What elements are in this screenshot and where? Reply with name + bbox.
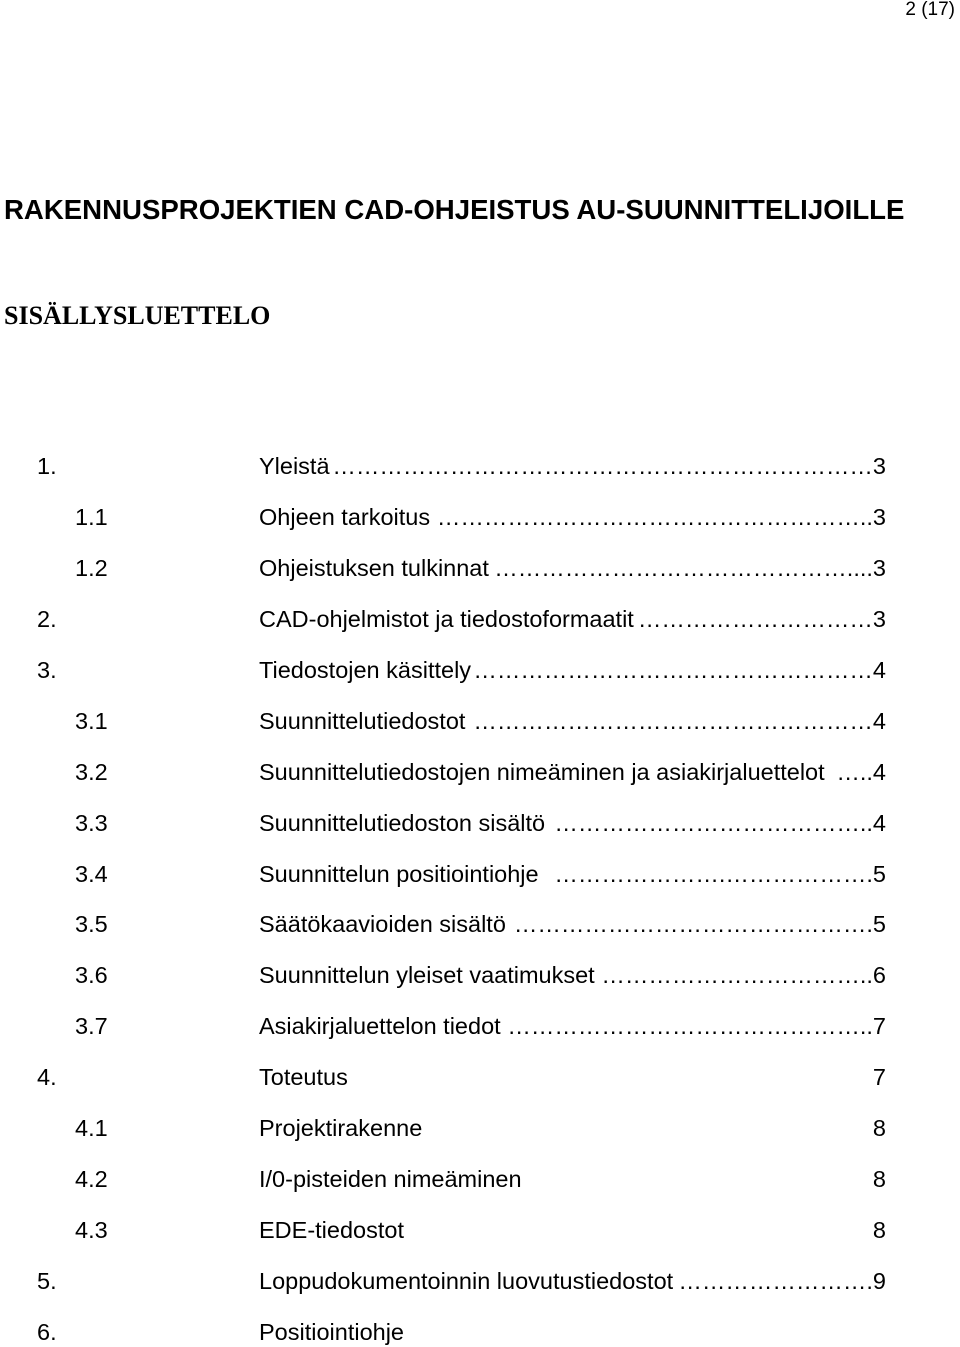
toc-entry-title: Suunnittelutiedoston sisältö xyxy=(259,809,546,836)
toc-entry xyxy=(0,809,960,837)
toc-entry-page: 5 xyxy=(872,860,886,887)
toc-entry-leader xyxy=(404,1318,886,1346)
toc-entry-title: Tiedostojen käsittely xyxy=(259,656,472,683)
toc-entry-page: 7 xyxy=(872,1013,886,1040)
toc-entry-title: CAD-ohjelmistot ja tiedostoformaatit xyxy=(259,605,634,632)
toc-entry-number: 3.3 xyxy=(75,809,108,836)
toc-entry-page: 8 xyxy=(872,1217,886,1244)
toc-entry xyxy=(0,860,960,888)
toc-entry xyxy=(0,1012,960,1040)
toc-entry xyxy=(0,1165,960,1193)
toc-entry-number: 3.2 xyxy=(75,758,108,785)
toc-entry-page: 7 xyxy=(872,1064,886,1091)
toc-entry-page: 3 xyxy=(872,605,886,632)
toc-entry-title: Toteutus xyxy=(259,1064,348,1091)
toc-entry-leader xyxy=(348,1063,873,1091)
toc-entry-leader: ………………….………………. xyxy=(554,860,873,887)
toc-entry-page: 4 xyxy=(872,758,886,785)
toc-entry-title: I/0-pisteiden nimeäminen xyxy=(259,1166,522,1193)
toc-entry-number: 4. xyxy=(37,1064,57,1091)
toc-entry xyxy=(0,605,960,633)
toc-entry-leader: ……………………. xyxy=(678,1268,873,1294)
document-title: RAKENNUSPROJEKTIEN CAD-OHJEISTUS AU-SUUNNITTELIJOILLE xyxy=(4,194,905,225)
toc-entry-leader: ……………………………………….... xyxy=(494,554,873,581)
toc-entry xyxy=(0,1267,960,1295)
toc-entry-title: Loppudokumentoinnin luovutustiedostot xyxy=(259,1268,674,1294)
toc-entry-number: 2. xyxy=(37,605,57,632)
toc-entry-title: Asiakirjaluettelon tiedot xyxy=(259,1013,501,1040)
toc-entry-leader: ………………………………………. xyxy=(513,911,873,938)
toc-entry-title: Suunnittelun positiointiohje xyxy=(259,860,539,887)
toc-entry xyxy=(0,503,960,531)
toc-entry-leader: …………………………….. xyxy=(601,962,873,989)
toc-entry xyxy=(0,1114,960,1142)
toc-entry xyxy=(0,1318,960,1346)
toc-entry-page: 5 xyxy=(872,911,886,938)
toc-entry-leader: ……………………………………………….. xyxy=(436,503,873,530)
toc-entry-title: Yleistä xyxy=(259,453,330,479)
toc-entry-title: EDE-tiedostot xyxy=(259,1217,404,1244)
toc-entry-number: 3.7 xyxy=(75,1013,108,1040)
toc-entry-leader: …………………………………………………………… xyxy=(332,453,873,479)
toc-entry xyxy=(0,758,960,786)
toc-entry xyxy=(0,656,960,684)
toc-entry xyxy=(0,707,960,735)
toc-entry-title: Ohjeen tarkoitus xyxy=(259,503,431,530)
toc-entry-number: 3.5 xyxy=(75,911,108,938)
page-number: 2 (17) xyxy=(905,0,955,20)
toc-entry-page: 8 xyxy=(872,1166,886,1193)
toc-entry-title: Säätökaavioiden sisältö xyxy=(259,911,506,938)
toc-entry-leader: …………………………………………… xyxy=(473,707,873,734)
table-of-contents xyxy=(0,452,960,1346)
toc-entry-title: Suunnittelutiedostojen nimeäminen ja asiakirjaluettelot xyxy=(259,758,825,785)
toc-entry-page: 8 xyxy=(872,1115,886,1142)
toc-entry-leader xyxy=(422,1114,873,1142)
toc-entry-title: Positiointiohje xyxy=(259,1318,405,1345)
toc-entry xyxy=(0,452,960,480)
toc-entry xyxy=(0,910,960,938)
toc-heading: SISÄLLYSLUETTELO xyxy=(4,301,271,330)
toc-entry-page: 4 xyxy=(872,809,886,836)
toc-entry-leader: ………………………… xyxy=(637,605,873,632)
toc-entry-page: 3 xyxy=(872,554,886,581)
toc-entry-number: 3.4 xyxy=(75,860,108,887)
toc-entry-number: 6. xyxy=(37,1318,57,1345)
toc-entry-number: 4.2 xyxy=(75,1166,108,1193)
toc-entry-number: 1.1 xyxy=(75,503,108,530)
toc-entry-title: Suunnittelutiedostot xyxy=(259,707,466,734)
toc-entry-number: 4.1 xyxy=(75,1115,108,1142)
toc-entry xyxy=(0,1063,960,1091)
toc-entry-number: 1.2 xyxy=(75,554,108,581)
toc-entry-leader: ……………………………………….. xyxy=(507,1013,873,1040)
toc-entry-page: 4 xyxy=(872,707,886,734)
toc-entry-leader xyxy=(404,1216,873,1244)
toc-entry-number: 3.6 xyxy=(75,962,108,989)
toc-entry-leader: …………………………………………… xyxy=(473,656,873,683)
toc-entry-number: 4.3 xyxy=(75,1217,108,1244)
toc-entry xyxy=(0,961,960,989)
toc-entry-page: 9 xyxy=(872,1268,886,1294)
toc-entry-leader xyxy=(522,1165,873,1193)
toc-entry-number: 5. xyxy=(37,1268,57,1294)
toc-entry-number: 3. xyxy=(37,656,57,683)
toc-entry-leader: ………………………………….. xyxy=(554,809,873,836)
toc-entry-title: Ohjeistuksen tulkinnat xyxy=(259,554,489,581)
toc-entry-page: 3 xyxy=(872,503,886,530)
toc-entry-title: Projektirakenne xyxy=(259,1115,423,1142)
toc-entry-title: Suunnittelun yleiset vaatimukset xyxy=(259,962,595,989)
toc-entry-page: 4 xyxy=(872,656,886,683)
toc-entry-page: 3 xyxy=(872,453,886,479)
toc-entry-leader: ….. xyxy=(836,758,873,785)
toc-entry xyxy=(0,554,960,582)
toc-entry xyxy=(0,1216,960,1244)
toc-entry-page: 6 xyxy=(872,962,886,989)
toc-entry-number: 3.1 xyxy=(75,707,108,734)
toc-entry-number: 1. xyxy=(37,453,57,479)
